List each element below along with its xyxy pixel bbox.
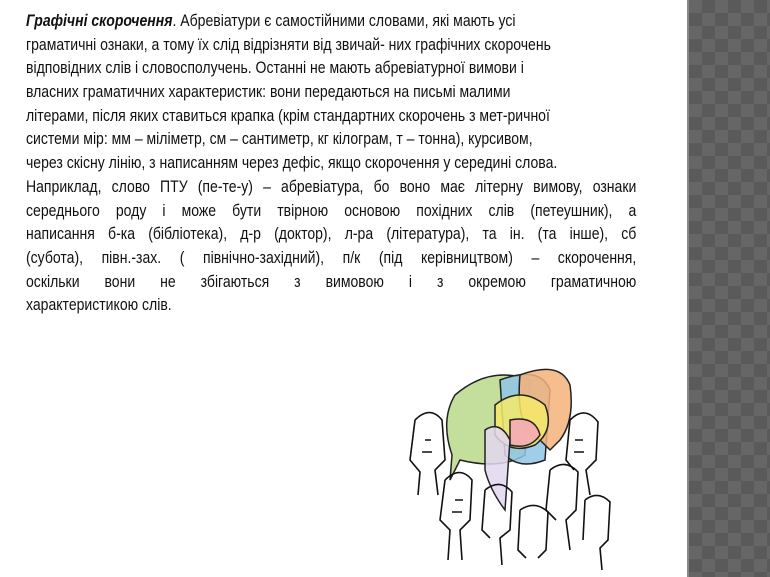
text-line: Наприклад, слово ПТУ (пе-те-у) – абревіатура, бо воно має літерну вимову, ознаки: [26, 177, 637, 196]
text-line: середнього роду і може бути твірною основою похідних слів (петеушник), а: [26, 201, 637, 220]
decorative-sidebar: [687, 0, 770, 577]
text-line: через скісну лінію, з написанням через дефіс, якщо скорочення у середині слова.: [26, 154, 558, 173]
text-line: відповідних слів і словосполучень. Останні не мають абревіатурної вимови і: [26, 59, 524, 78]
text-line: власних граматичних характеристик: вони передаються на письмі малими: [26, 83, 511, 102]
text-line: оскільки вони не збігаються з вимовою і з окремою граматичною: [26, 272, 637, 291]
text-line: граматичні ознаки, а тому їх слід відрізняти від звичай- них графічних скорочень: [26, 35, 551, 54]
text-line: характеристикою слів.: [26, 296, 172, 315]
slide-body: [26, 10, 636, 318]
text-line: Графічні скорочення. Абревіатури є самостійними словами, які мають усі: [26, 12, 516, 30]
slide-title: Графічні скорочення: [26, 12, 173, 30]
text-line: (субота), півн.-зах. ( північно-західний), п/к (під керівництвом) – скорочення,: [26, 248, 637, 267]
text-line: літерами, після яких ставиться крапка (крім стандартних скорочень з мет-ричної: [26, 106, 550, 125]
text-line: написання б-ка (бібліотека), д-р (доктор), л-ра (література), та ін. (та інше), сб: [26, 225, 637, 244]
lilac-bubble: [485, 427, 510, 510]
text-line: системи мір: мм – міліметр, см – сантиметр, кг кілограм, т – тонна), курсивом,: [26, 130, 533, 149]
people-speech-bubbles-illustration: [400, 360, 615, 570]
